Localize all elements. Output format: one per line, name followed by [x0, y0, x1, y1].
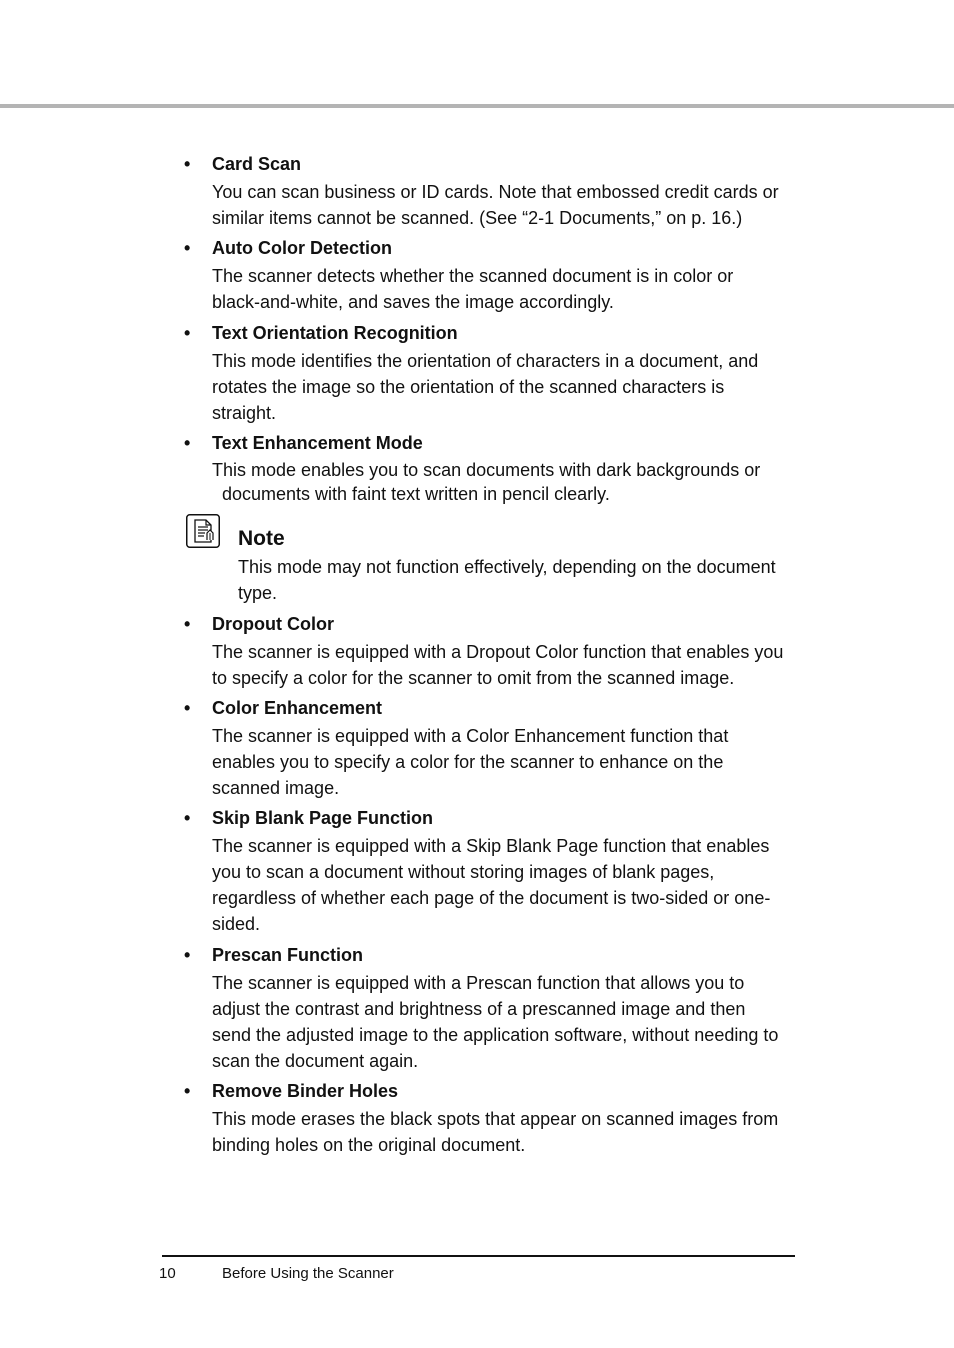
feature-title: Remove Binder Holes: [212, 1081, 399, 1101]
feature-description: [212, 723, 812, 801]
text-line: scanned image.: [212, 778, 340, 798]
text-line: The scanner detects whether the scanned document is in color or: [212, 266, 734, 286]
feature-title: Text Orientation Recognition: [212, 323, 458, 343]
feature-title: Prescan Function: [212, 945, 364, 965]
bullet: •: [184, 154, 191, 174]
note-icon: [186, 514, 220, 548]
bullet: •: [184, 945, 191, 965]
text-line: send the adjusted image to the application software, without needing to: [212, 1025, 779, 1045]
header-rule: [0, 104, 954, 108]
text-line: type.: [238, 583, 278, 603]
text-line: black-and-white, and saves the image accordingly.: [212, 292, 614, 312]
text-line: adjust the contrast and brightness of a prescanned image and then: [212, 999, 746, 1019]
text-line: enables you to specify a color for the scanner to enhance on the: [212, 752, 724, 772]
text-line: similar items cannot be scanned. (See “2-1 Documents,” on p. 16.): [212, 208, 743, 228]
feature-description: [212, 833, 812, 937]
feature-title: Text Enhancement Mode: [212, 433, 423, 453]
text-line: to specify a color for the scanner to omit from the scanned image.: [212, 668, 735, 688]
feature-title: Dropout Color: [212, 614, 334, 634]
text-line: The scanner is equipped with a Color Enhancement function that: [212, 726, 729, 746]
text-line: This mode may not function effectively, depending on the document: [238, 557, 776, 577]
text-line: binding holes on the original document.: [212, 1135, 526, 1155]
text-line: documents with faint text written in pencil clearly.: [222, 484, 610, 504]
feature-description: [212, 1106, 812, 1158]
bullet: •: [184, 698, 191, 718]
feature-title: Auto Color Detection: [212, 238, 392, 258]
text-line: you to scan a document without storing images of blank pages,: [212, 862, 715, 882]
text-line: This mode enables you to scan documents with dark backgrounds or: [212, 460, 761, 480]
bullet: •: [184, 323, 191, 343]
feature-description: [212, 348, 812, 426]
text-line: The scanner is equipped with a Skip Blank Page function that enables: [212, 836, 770, 856]
text-line: You can scan business or ID cards. Note that embossed credit cards or: [212, 182, 779, 202]
text-line: This mode erases the black spots that appear on scanned images from: [212, 1109, 779, 1129]
bullet: •: [184, 433, 191, 453]
text-line: scan the document again.: [212, 1051, 419, 1071]
feature-title: Card Scan: [212, 154, 302, 174]
bullet: •: [184, 238, 191, 258]
feature-description: [212, 263, 812, 315]
page-number: 10: [159, 1265, 176, 1282]
feature-description: [212, 179, 812, 231]
footer-rule: [162, 1255, 795, 1257]
note-body: [238, 554, 808, 606]
feature-title: Skip Blank Page Function: [212, 808, 434, 828]
text-line: The scanner is equipped with a Dropout Color function that enables you: [212, 642, 784, 662]
feature-description: [212, 639, 812, 691]
text-line: sided.: [212, 914, 261, 934]
feature-title: Color Enhancement: [212, 698, 383, 718]
feature-description: [212, 458, 812, 506]
note-title: Note: [238, 527, 285, 550]
feature-description: [212, 970, 812, 1074]
text-line: This mode identifies the orientation of characters in a document, and: [212, 351, 759, 371]
bullet: •: [184, 808, 191, 828]
text-line: rotates the image so the orientation of the scanned characters is: [212, 377, 725, 397]
bullet: •: [184, 614, 191, 634]
bullet: •: [184, 1081, 191, 1101]
text-line: straight.: [212, 403, 277, 423]
text-line: The scanner is equipped with a Prescan function that allows you to: [212, 973, 745, 993]
footer-section-title: Before Using the Scanner: [222, 1265, 394, 1282]
text-line: regardless of whether each page of the document is two-sided or one-: [212, 888, 771, 908]
